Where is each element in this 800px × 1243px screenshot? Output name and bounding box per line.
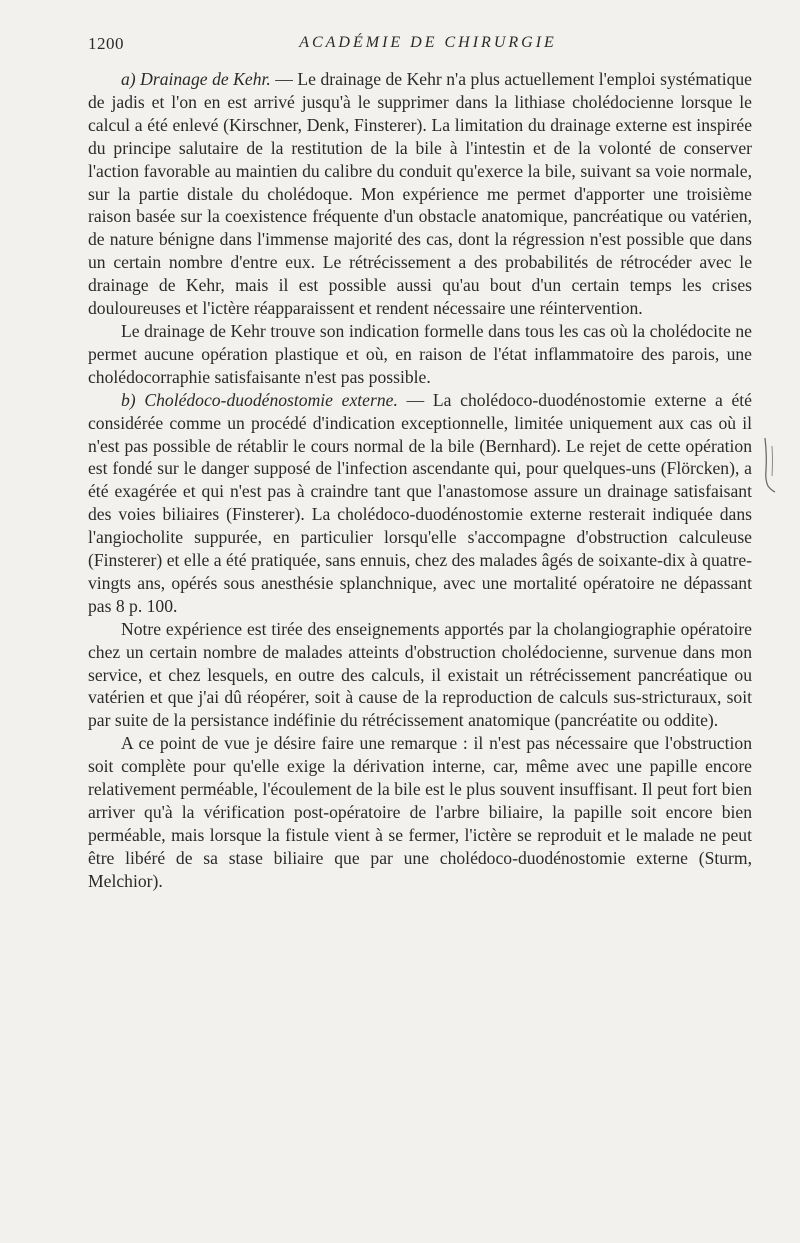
paragraph-kehr-indication bbox=[88, 320, 752, 389]
paragraph-text: A ce point de vue je désire faire une remarque : il n'est pas nécessaire que l'obstruction soit complète pour qu'elle exige la dérivation interne, car, même avec une papille encore relativement perméable, l'écoulement de la bile est le plus souvent insuffisant. Il peut fort bien arriver qu'à la vérification post-opératoire de l'arbre biliaire, la papille soit encore bien perméable, mais lorsque la fistule vient à se fermer, l'ictère se reproduit et le malade ne peut être libéré de sa stase biliaire que par une cholédoco-duodénostomie externe (Sturm, Melchior). bbox=[88, 733, 752, 891]
paragraph-remarque bbox=[88, 732, 752, 892]
paragraph-choledoco-duodenostomie bbox=[88, 389, 752, 618]
page-number: 1200 bbox=[88, 34, 124, 53]
paragraph-text: — La cholédoco-duodénostomie externe a été considérée comme un procédé d'indication exceptionnelle, limitée uniquement aux cas où il n'est pas possible de rétablir le cours normal de la bile (Bernhard). Le rejet de cette opération est fondé sur le danger supposé de l'infection ascendante qui, pour quelques-uns (Flörcken), a été exagérée et qui n'est pas à craindre tant que l'anastomose assure un drainage satisfaisant des voies biliaires (Finsterer). La cholédoco-duodénostomie externe resterait indiquée dans l'angiocholite suppurée, en particulier lorsqu'elle s'accompagne d'obstruction calculeuse (Finsterer) et elle a été pratiquée, sans ennuis, chez des malades âgés de soixante-dix à quatre-vingts ans, opérés sous anesthésie splanchnique, avec une mortalité opératoire ne dépassant pas 8 p. 100. bbox=[88, 389, 752, 616]
body-text bbox=[88, 68, 752, 893]
running-title: ACADÉMIE DE CHIRURGIE bbox=[299, 34, 557, 51]
paragraph-lead: a) Drainage de Kehr. bbox=[121, 69, 271, 89]
paragraph-drainage-de-kehr bbox=[88, 68, 752, 320]
paragraph-experience bbox=[88, 618, 752, 733]
paragraph-text: Le drainage de Kehr trouve son indication formelle dans tous les cas où la cholédocite ne permet aucune opération plastique et où, en raison de l'état inflammatoire des parois, une cholédocorraphie satisfaisante n'est pas possible. bbox=[88, 320, 752, 387]
page-header bbox=[88, 34, 768, 58]
paragraph-text: Notre expérience est tirée des enseignements apportés par la cholangiographie opératoire chez un certain nombre de malades atteints d'obstruction cholédocienne, survenue dans mon service, et chez lesquels, en outre des calculs, il existait un rétrécissement pancréatique ou vatérien et que j'ai dû réopérer, soit à cause de la reproduction de calculs sus-stricturaux, soit par suite de la persistance indéfinie du rétrécissement anatomique (pancréatite ou oddite). bbox=[88, 618, 752, 731]
paragraph-lead: b) Cholédoco-duodénostomie externe. bbox=[121, 389, 398, 410]
margin-pencil-mark bbox=[762, 436, 778, 494]
paragraph-text: — Le drainage de Kehr n'a plus actuellement l'emploi systématique de jadis et l'on en est arrivé jusqu'à le supprimer dans la lithiase cholédocienne lorsque le calcul a été enlevé (Kirschner, Denk, Finsterer). La limitation du drainage externe est inspirée du principe salutaire de la restitution de la bile à l'intestin et de la volonté de conserver l'action favorable au maintien du calibre du conduit qu'exerce la bile, suivant sa voie normale, sur la partie distale du cholédoque. Mon expérience me permet d'apporter une troisième raison basée sur la coexistence fréquente d'un obstacle anatomique, pancréatique ou vatérien, de nature bénigne dans l'immense majorité des cas, dont la régression n'est possible que dans un certain nombre d'entre eux. Le rétrécissement a des probabilités de rétrocéder avec le drainage de Kehr, mais il est possible aussi qu'au bout d'un certain temps les crises douloureuses et l'ictère réapparaissent et rendent nécessaire une réintervention. bbox=[88, 69, 752, 319]
